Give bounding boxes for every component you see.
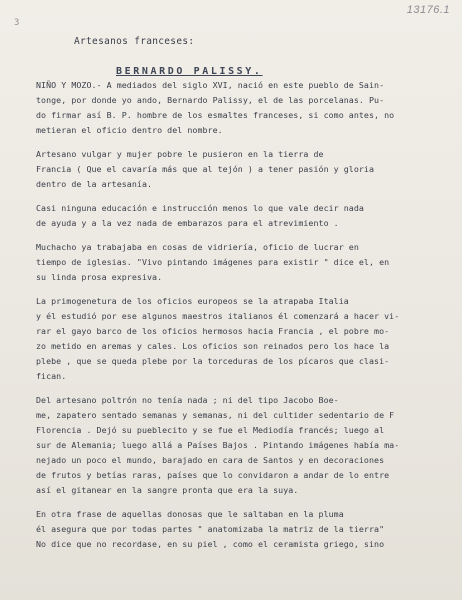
text-line: Artesano vulgar y mujer pobre le pusieron en la tierra de	[36, 149, 324, 159]
document-header: Artesanos franceses:	[74, 36, 195, 47]
paragraph	[36, 507, 452, 552]
text-line: me, zapatero sentado semanas y semanas, ni del cultider sedentario de F	[36, 410, 395, 420]
text-line: de ayuda y a la vez nada de embarazos para el atrevimiento .	[36, 218, 339, 228]
text-line: nejado un poco el mundo, barajado en cara de Santos y en decoraciones	[36, 455, 385, 465]
text-line: La primogenetura de los oficios europeos se la atrapaba Italia	[36, 296, 349, 306]
document-body	[36, 78, 452, 561]
text-line: No dice que no recordase, en su piel , como el ceramista griego, sino	[36, 539, 385, 549]
text-line: dentro de la artesanía.	[36, 179, 153, 189]
paragraph	[36, 393, 452, 498]
text-line: fican.	[36, 371, 67, 381]
text-line: plebe , que se queda plebe por la torceduras de los pícaros que clasi-	[36, 356, 390, 366]
text-line: rar el gayo barco de los oficios hermosos hacia Francia , el pobre mo-	[36, 326, 390, 336]
text-line: NIÑO Y MOZO.- A mediados del siglo XVI, nació en este pueblo de Sain-	[36, 80, 385, 90]
text-line: tonge, por donde yo ando, Bernardo Palissy, el de las porcelanas. Pu-	[36, 95, 385, 105]
paragraph	[36, 78, 452, 138]
text-line: do firmar así B. P. hombre de los esmaltes franceses, si como antes, no	[36, 110, 395, 120]
catalog-number: 13176.1	[406, 4, 450, 16]
text-line: Florencia . Dejó su pueblecito y se fue el Mediodía francés; luego al	[36, 425, 385, 435]
paragraph	[36, 240, 452, 285]
text-line: Del artesano poltrón no tenía nada ; ni del tipo Jacobo Boe-	[36, 395, 339, 405]
text-line: tiempo de iglesias. "Vivo pintando imágenes para existir " dice el, en	[36, 257, 390, 267]
paragraph	[36, 294, 452, 384]
text-line: de frutos y betías raras, países que lo convidaron a andar de lo entre	[36, 470, 390, 480]
text-line: En otra frase de aquellas donosas que le saltaban en la pluma	[36, 509, 344, 519]
text-line: zo metido en aremas y cales. Los oficios son reinados pero los hace la	[36, 341, 390, 351]
text-line: Francia ( Que el cavaría más que al tejón ) a tener pasión y gloria	[36, 164, 375, 174]
text-line: su linda prosa expresiva.	[36, 272, 163, 282]
text-line: y él estudió por ese algunos maestros italianos él comenzará a hacer vi-	[36, 311, 400, 321]
paragraph	[36, 147, 452, 192]
text-line: él asegura que por todas partes " anatomizaba la matriz de la tierra"	[36, 524, 385, 534]
corner-mark: 3	[14, 18, 20, 28]
text-line: Casi ninguna educación e instrucción menos lo que vale decir nada	[36, 203, 364, 213]
text-line: metieran el oficio dentro del nombre.	[36, 125, 223, 135]
document-title: BERNARDO PALISSY.	[116, 66, 263, 77]
text-line: así el gitanear en la sangre pronta que era la suya.	[36, 485, 299, 495]
text-line: sur de Alemania; luego allá a Países Bajos . Pintando imágenes había ma-	[36, 440, 400, 450]
paragraph	[36, 201, 452, 231]
text-line: Muchacho ya trabajaba en cosas de vidriería, oficio de lucrar en	[36, 242, 359, 252]
